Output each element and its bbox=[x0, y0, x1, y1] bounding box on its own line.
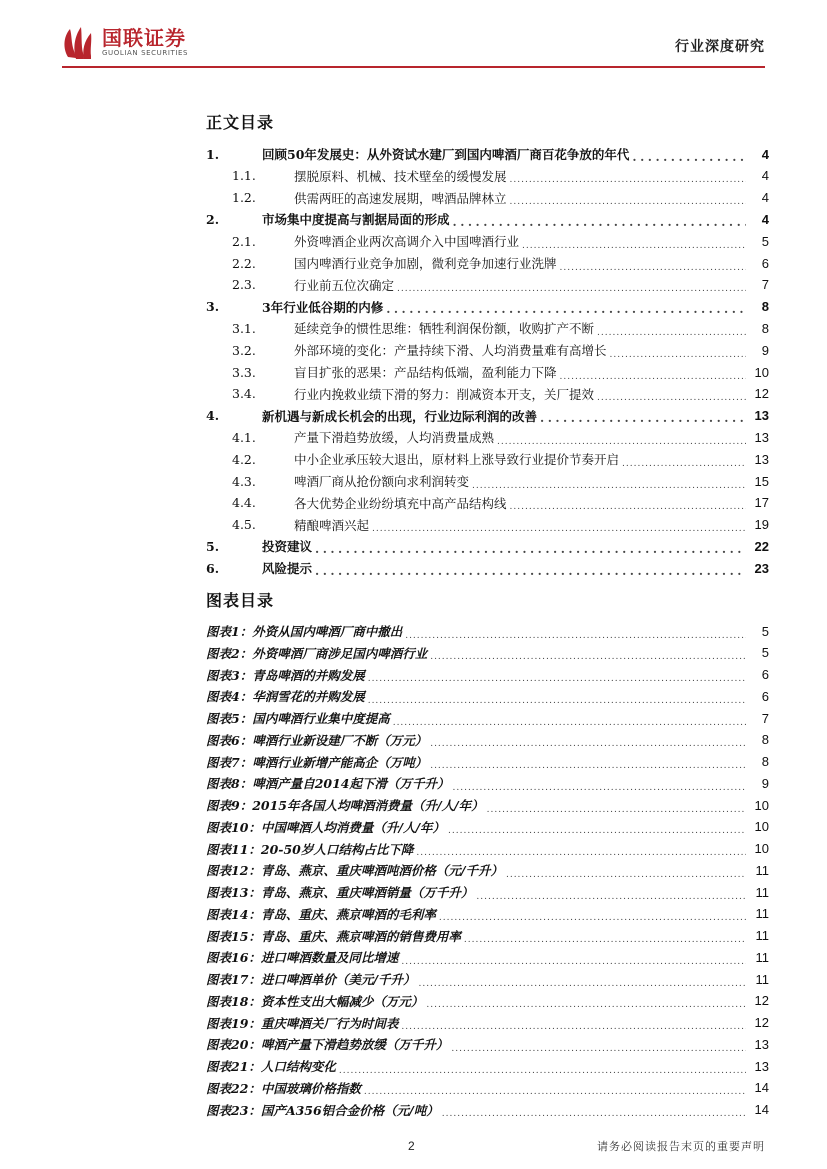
figure-entry[interactable] bbox=[206, 968, 769, 990]
toc-entry[interactable] bbox=[206, 252, 769, 274]
toc-entry-page[interactable]: 9 bbox=[761, 342, 769, 358]
toc-entry-title[interactable]: 摆脱原料、机械、技术壁垒的缓慢发展 bbox=[294, 168, 507, 184]
toc-entry[interactable] bbox=[206, 208, 769, 230]
figure-entry[interactable] bbox=[206, 729, 769, 751]
toc-entry-page[interactable]: 8 bbox=[761, 299, 769, 315]
dot-leader bbox=[453, 214, 746, 229]
toc-entry[interactable] bbox=[206, 470, 769, 492]
figure-entry-page[interactable]: 8 bbox=[761, 754, 769, 769]
toc-entry-number: 6. bbox=[206, 560, 220, 576]
toc-entry[interactable] bbox=[206, 339, 769, 361]
toc-entry-number: 3.3. bbox=[232, 364, 256, 380]
toc-entry[interactable] bbox=[206, 296, 769, 318]
dot-leader bbox=[506, 865, 746, 880]
toc-entry-page[interactable]: 15 bbox=[754, 473, 769, 489]
figure-entry[interactable] bbox=[206, 816, 769, 838]
figure-entry-title[interactable]: 图表1：外资从国内啤酒厂商中撤出 bbox=[206, 624, 403, 639]
figure-entry-title[interactable]: 图表20：啤酒产量下滑趋势放缓（万千升） bbox=[206, 1037, 449, 1053]
toc-entry-page[interactable]: 4 bbox=[761, 190, 769, 206]
dot-leader bbox=[487, 800, 746, 815]
figure-entry[interactable] bbox=[206, 859, 769, 881]
figure-entry-page[interactable]: 11 bbox=[755, 971, 769, 987]
dot-leader bbox=[364, 1082, 746, 1097]
dot-leader bbox=[453, 778, 747, 793]
toc-entry-number: 4.5. bbox=[232, 517, 256, 533]
figure-entry-title[interactable]: 图表6：啤酒行业新设建厂不断（万元） bbox=[206, 732, 428, 748]
figure-entry-page[interactable]: 14 bbox=[754, 1102, 769, 1117]
toc-entry-title[interactable]: 供需两旺的高速发展期，啤酒品牌林立 bbox=[294, 190, 507, 206]
toc-entry-page[interactable]: 4 bbox=[761, 211, 769, 227]
toc-entry-title[interactable]: 投资建议 bbox=[262, 539, 313, 555]
dot-leader bbox=[397, 279, 746, 294]
figure-entry[interactable] bbox=[206, 838, 769, 860]
dot-leader bbox=[510, 497, 746, 512]
toc-entry-title[interactable]: 外部环境的变化：产量持续下滑、人均消费量难有高增长 bbox=[294, 343, 607, 359]
toc-entry[interactable] bbox=[206, 230, 769, 252]
figure-entry[interactable] bbox=[206, 881, 769, 903]
toc-entry-title[interactable]: 啤酒厂商从抢份额向求利润转变 bbox=[294, 474, 470, 489]
figure-entry-page[interactable]: 10 bbox=[754, 797, 769, 813]
dot-leader bbox=[560, 367, 746, 382]
figure-entry[interactable] bbox=[206, 751, 769, 773]
figure-entry-title[interactable]: 图表23：国产A356铝合金价格（元/吨） bbox=[206, 1102, 439, 1118]
page-number: 2 bbox=[408, 1139, 415, 1153]
toc-entry-title[interactable]: 外资啤酒企业两次高调介入中国啤酒行业 bbox=[294, 234, 520, 250]
toc-entry-title[interactable]: 国内啤酒行业竞争加剧，微利竞争加速行业洗牌 bbox=[294, 256, 557, 271]
toc-entry-page[interactable]: 13 bbox=[754, 408, 769, 424]
toc-entry[interactable] bbox=[206, 514, 769, 536]
disclaimer-note: 请务必阅读报告末页的重要声明 bbox=[597, 1140, 765, 1153]
toc-entry[interactable] bbox=[206, 426, 769, 448]
toc-entry-title[interactable]: 行业内挽救业绩下滑的努力：削减资本开支，关厂提效 bbox=[294, 386, 595, 402]
figure-entry-page[interactable]: 14 bbox=[754, 1080, 769, 1096]
toc-entry-title[interactable]: 风险提示 bbox=[262, 561, 313, 577]
figure-entry-title[interactable]: 图表15：青岛、重庆、燕京啤酒的销售费用率 bbox=[206, 928, 461, 944]
figure-entry-page[interactable]: 12 bbox=[754, 1015, 769, 1030]
figure-entry[interactable] bbox=[206, 903, 769, 925]
dot-leader bbox=[372, 519, 746, 534]
figure-entry-title[interactable]: 图表19：重庆啤酒关厂行为时间表 bbox=[206, 1015, 399, 1031]
toc-entry-title[interactable]: 新机遇与新成长机会的出现，行业边际利润的改善 bbox=[262, 408, 538, 424]
figure-entry-title[interactable]: 图表5：国内啤酒行业集中度提高 bbox=[206, 711, 390, 726]
dot-leader bbox=[315, 563, 746, 578]
figure-entry-page[interactable]: 13 bbox=[754, 1036, 769, 1052]
dot-leader bbox=[510, 192, 746, 207]
toc-entry-page[interactable]: 13 bbox=[754, 429, 769, 445]
toc-entry-page[interactable]: 5 bbox=[761, 233, 769, 249]
toc-entry-page[interactable]: 7 bbox=[761, 277, 769, 293]
figure-entry-page[interactable]: 8 bbox=[761, 732, 769, 748]
toc-entry-number: 4.3. bbox=[232, 473, 256, 489]
figure-entry-page[interactable]: 11 bbox=[755, 862, 769, 878]
figure-entry-title[interactable]: 图表9：2015年各国人均啤酒消费量（升/人/年） bbox=[206, 798, 484, 813]
dot-leader bbox=[597, 323, 746, 338]
figure-entry-page[interactable]: 12 bbox=[754, 993, 769, 1009]
toc-entry-number: 2.3. bbox=[232, 277, 256, 293]
toc-entry-page[interactable]: 22 bbox=[754, 538, 769, 554]
figure-entry[interactable] bbox=[206, 685, 769, 707]
toc-entry-page[interactable]: 4 bbox=[761, 168, 769, 184]
toc-entry-title[interactable]: 市场集中度提高与割据局面的形成 bbox=[262, 212, 450, 228]
toc-entry-number: 4.1. bbox=[232, 429, 256, 445]
figure-entry[interactable] bbox=[206, 1012, 769, 1034]
guolian-emblem-icon bbox=[62, 23, 96, 61]
toc-entry-title[interactable]: 3年行业低谷期的内修 bbox=[262, 299, 384, 315]
toc-entry-number: 1.2. bbox=[232, 190, 256, 206]
toc-entry-title[interactable]: 各大优势企业纷纷填充中高产品结构线 bbox=[294, 495, 507, 511]
figure-entry-page[interactable]: 11 bbox=[755, 884, 769, 900]
dot-leader bbox=[476, 887, 746, 902]
toc-entry-number: 2. bbox=[206, 211, 220, 227]
toc-entry-title[interactable]: 延续竞争的惯性思维：牺牲利润保份额，收购扩产不断 bbox=[294, 321, 595, 337]
toc-entry-number: 3. bbox=[206, 299, 220, 315]
dot-leader bbox=[632, 149, 746, 164]
toc-entry[interactable] bbox=[206, 405, 769, 427]
toc-entry-page[interactable]: 17 bbox=[754, 495, 769, 511]
figure-entry-title[interactable]: 图表3：青岛啤酒的并购发展 bbox=[206, 667, 365, 683]
toc-entry-number: 3.4. bbox=[232, 386, 256, 402]
toc-entry-number: 2.1. bbox=[232, 233, 256, 249]
figure-entry-title[interactable]: 图表4：华润雪花的并购发展 bbox=[206, 689, 365, 705]
figure-entry[interactable] bbox=[206, 1077, 769, 1099]
figure-entry-page[interactable]: 11 bbox=[755, 928, 769, 943]
figure-entry-title[interactable]: 图表13：青岛、燕京、重庆啤酒销量（万千升） bbox=[206, 885, 474, 900]
figure-entry[interactable] bbox=[206, 664, 769, 686]
toc-entry[interactable] bbox=[206, 274, 769, 296]
toc-entry-number: 4.2. bbox=[232, 451, 256, 467]
toc-entry-page[interactable]: 8 bbox=[761, 320, 769, 336]
toc-entry[interactable] bbox=[206, 492, 769, 514]
toc-heading: 正文目录 bbox=[206, 113, 275, 132]
dot-leader bbox=[472, 476, 746, 491]
dot-leader bbox=[610, 345, 746, 360]
dot-leader bbox=[368, 691, 746, 706]
figure-entry[interactable] bbox=[206, 642, 769, 664]
dot-leader bbox=[451, 1039, 746, 1054]
toc-entry-number: 3.1. bbox=[232, 320, 256, 336]
figure-entry-page[interactable]: 13 bbox=[754, 1058, 769, 1074]
logo-english-name: GUOLIAN SECURITIES bbox=[102, 48, 189, 57]
toc-entry[interactable] bbox=[206, 187, 769, 209]
toc-entry-page[interactable]: 4 bbox=[761, 146, 769, 162]
toc-entry[interactable] bbox=[206, 361, 769, 383]
toc-entry-number: 4. bbox=[206, 408, 220, 424]
dot-leader bbox=[560, 258, 746, 273]
logo-chinese-name: 国联证券 bbox=[102, 25, 186, 50]
toc-entry[interactable] bbox=[206, 317, 769, 339]
toc-entry[interactable] bbox=[206, 535, 769, 557]
figure-entry[interactable] bbox=[206, 990, 769, 1012]
figure-entry-title[interactable]: 图表14：青岛、重庆、燕京啤酒的毛利率 bbox=[206, 906, 436, 922]
toc-entry-page[interactable]: 23 bbox=[754, 560, 769, 576]
dot-leader bbox=[430, 647, 746, 662]
figure-entry-page[interactable]: 7 bbox=[761, 710, 769, 726]
dot-leader bbox=[510, 170, 746, 185]
toc-entry-title[interactable]: 中小企业承压较大退出，原材料上涨导致行业提价节奏开启 bbox=[294, 452, 620, 468]
dot-leader bbox=[430, 756, 746, 771]
toc-entry-page[interactable]: 10 bbox=[754, 364, 769, 380]
toc-entry-page[interactable]: 12 bbox=[754, 386, 769, 402]
figure-entry[interactable] bbox=[206, 772, 769, 794]
figure-entry[interactable] bbox=[206, 1099, 769, 1121]
dot-leader bbox=[464, 930, 746, 945]
toc-entry-number: 5. bbox=[206, 538, 220, 554]
figure-entry-page[interactable]: 5 bbox=[761, 623, 769, 639]
dot-leader bbox=[448, 821, 746, 836]
toc-entry-number: 2.2. bbox=[232, 255, 256, 271]
toc-entry[interactable] bbox=[206, 383, 769, 405]
toc-entry[interactable] bbox=[206, 557, 769, 579]
dot-leader bbox=[522, 236, 746, 251]
figure-entry-title[interactable]: 图表21：人口结构变化 bbox=[206, 1059, 336, 1074]
figure-entry-title[interactable]: 图表22：中国玻璃价格指数 bbox=[206, 1080, 361, 1096]
figure-entry[interactable] bbox=[206, 946, 769, 968]
figure-entry[interactable] bbox=[206, 925, 769, 947]
figure-entry-page[interactable]: 10 bbox=[754, 819, 769, 835]
figure-entry-page[interactable]: 9 bbox=[761, 775, 769, 791]
header-divider bbox=[62, 66, 765, 68]
dot-leader bbox=[442, 1104, 746, 1119]
figure-entry-page[interactable]: 5 bbox=[761, 645, 769, 661]
toc-entry-title[interactable]: 盲目扩张的恶果：产品结构低端，盈利能力下降 bbox=[294, 365, 557, 380]
figure-entry-title[interactable]: 图表17：进口啤酒单价（美元/千升） bbox=[206, 972, 416, 987]
dot-leader bbox=[540, 410, 746, 425]
dot-leader bbox=[426, 995, 746, 1010]
figure-entry[interactable] bbox=[206, 794, 769, 816]
dot-leader bbox=[622, 454, 746, 469]
dot-leader bbox=[386, 301, 746, 316]
figure-entry-page[interactable]: 10 bbox=[754, 841, 769, 856]
figure-entry-title[interactable]: 图表7：啤酒行业新增产能高企（万吨） bbox=[206, 754, 428, 770]
toc-entry-number: 3.2. bbox=[232, 342, 256, 358]
toc-entry-number: 1.1. bbox=[232, 168, 256, 184]
figure-entry-page[interactable]: 6 bbox=[761, 688, 769, 704]
toc-entry-title[interactable]: 产量下滑趋势放缓，人均消费量成熟 bbox=[294, 430, 495, 446]
toc-entry-number: 4.4. bbox=[232, 495, 256, 511]
dot-leader bbox=[368, 669, 746, 684]
dot-leader bbox=[315, 541, 746, 556]
figure-entry[interactable] bbox=[206, 620, 769, 642]
figure-entry-page[interactable]: 11 bbox=[755, 949, 769, 965]
dot-leader bbox=[401, 1017, 746, 1032]
toc-entry-page[interactable]: 6 bbox=[761, 255, 769, 271]
figure-entry-title[interactable]: 图表8：啤酒产量自2014起下滑（万千升） bbox=[206, 776, 450, 792]
figure-entry-title[interactable]: 图表11：20-50岁人口结构占比下降 bbox=[206, 841, 414, 857]
toc-entry-title[interactable]: 精酿啤酒兴起 bbox=[294, 517, 370, 533]
dot-leader bbox=[430, 734, 746, 749]
dot-leader bbox=[418, 974, 746, 989]
dot-leader bbox=[393, 713, 746, 728]
toc-entry-title[interactable]: 行业前五位次确定 bbox=[294, 277, 395, 293]
figure-entry-page[interactable]: 6 bbox=[761, 667, 769, 682]
toc-entry[interactable] bbox=[206, 165, 769, 187]
toc-entry-title[interactable]: 回顾50年发展史：从外资试水建厂到国内啤酒厂商百花争放的年代 bbox=[262, 147, 630, 162]
dot-leader bbox=[401, 952, 746, 967]
dot-leader bbox=[439, 908, 746, 923]
dot-leader bbox=[416, 843, 746, 858]
toc-entry-page[interactable]: 13 bbox=[754, 451, 769, 467]
company-logo bbox=[62, 22, 188, 62]
toc-entry-page[interactable]: 19 bbox=[754, 517, 769, 533]
figure-entry-title[interactable]: 图表2：外资啤酒厂商涉足国内啤酒行业 bbox=[206, 645, 428, 661]
page-header bbox=[0, 0, 827, 70]
figure-list-heading: 图表目录 bbox=[206, 591, 275, 610]
figure-entry-title[interactable]: 图表10：中国啤酒人均消费量（升/人/年） bbox=[206, 819, 446, 835]
dot-leader bbox=[405, 626, 746, 641]
toc-entry-number: 1. bbox=[206, 146, 220, 162]
dot-leader bbox=[497, 432, 746, 447]
figure-entry[interactable] bbox=[206, 707, 769, 729]
figure-entry[interactable] bbox=[206, 1033, 769, 1055]
toc-entry[interactable] bbox=[206, 143, 769, 165]
figure-entry-title[interactable]: 图表12：青岛、燕京、重庆啤酒吨酒价格（元/千升） bbox=[206, 863, 503, 879]
figure-entry-title[interactable]: 图表16：进口啤酒数量及同比增速 bbox=[206, 950, 399, 966]
figure-entry-title[interactable]: 图表18：资本性支出大幅减少（万元） bbox=[206, 993, 424, 1009]
dot-leader bbox=[597, 388, 746, 403]
figure-entry-page[interactable]: 11 bbox=[755, 906, 769, 922]
figure-entry[interactable] bbox=[206, 1055, 769, 1077]
report-type-label: 行业深度研究 bbox=[675, 39, 765, 55]
dot-leader bbox=[339, 1061, 746, 1076]
toc-entry[interactable] bbox=[206, 448, 769, 470]
